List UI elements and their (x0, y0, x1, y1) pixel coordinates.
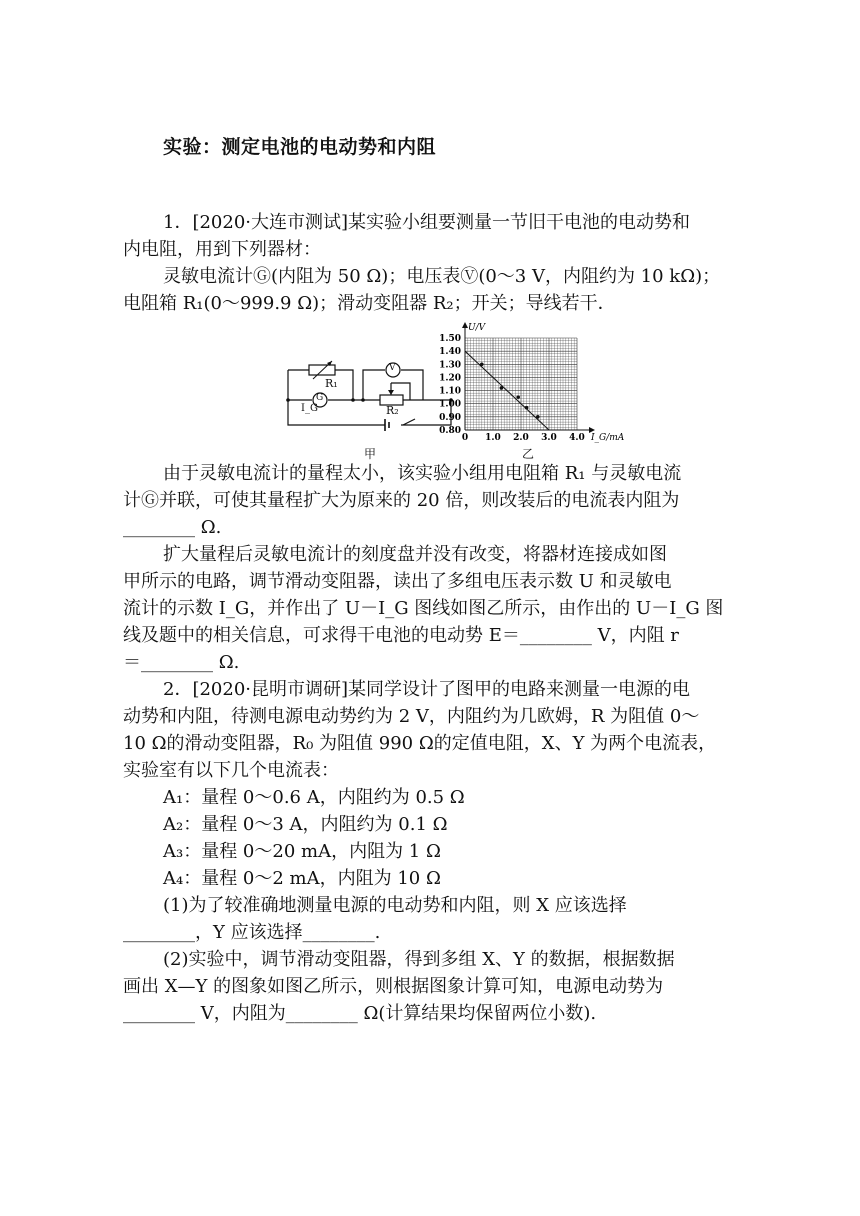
text-line: ________ V，内阻为________ Ω(计算结果均保留两位小数). (123, 1003, 597, 1024)
text-line: A₃：量程 0～20 mA，内阻为 1 Ω (163, 841, 441, 862)
u-i-chart (425, 318, 625, 448)
data-point (525, 406, 529, 410)
text-line: 扩大量程后灵敏电流计的刻度盘并没有改变，将器材连接成如图 (163, 544, 667, 565)
y-tick-label: 0.90 (439, 412, 461, 423)
text-line: 由于灵敏电流计的量程太小，该实验小组用电阻箱 R₁ 与灵敏电流 (163, 463, 682, 484)
page-title: 实验：测定电池的电动势和内阻 (163, 136, 437, 158)
data-point (516, 395, 520, 399)
text-line: 2．[2020·昆明市调研]某同学设计了图甲的电路来测量一电源的电 (163, 679, 691, 700)
data-point (536, 415, 540, 419)
text-line: 实验室有以下几个电流表： (123, 760, 339, 781)
voltmeter-label: V (389, 363, 396, 373)
x-tick-label: 4.0 (569, 433, 585, 443)
text-line: 10 Ω的滑动变阻器，R₀ 为阻值 990 Ω的定值电阻，X、Y 为两个电流表， (123, 733, 717, 754)
r1-label: R₁ (325, 377, 338, 390)
x-tick-label: 3.0 (541, 433, 557, 443)
y-tick-label: 1.20 (439, 373, 461, 384)
figure-caption-jia: 甲 (364, 447, 377, 461)
x-tick-label: 1.0 (485, 433, 501, 443)
x-tick-label: 0 (461, 433, 469, 443)
y-tick-label: 1.40 (439, 347, 461, 358)
galvanometer-label: G (316, 393, 324, 403)
text-line: 内电阻，用到下列器材： (123, 239, 321, 260)
text-line: 动势和内阻，待测电源电动势约为 2 V，内阻约为几欧姆，R 为阻值 0～ (123, 706, 700, 727)
text-line: 线及题中的相关信息，可求得干电池的电动势 E＝________ V，内阻 r (123, 625, 679, 646)
text-line: 流计的示数 I_G，并作出了 U－I_G 图线如图乙所示，由作出的 U－I_G 图 (123, 598, 724, 619)
text-line: 画出 X—Y 的图象如图乙所示，则根据图象计算可知，电源电动势为 (123, 976, 664, 997)
text-line: A₂：量程 0～3 A，内阻约为 0.1 Ω (163, 814, 448, 835)
text-line: ________，Y 应该选择________. (123, 922, 381, 943)
y-tick-label: 1.10 (439, 386, 461, 397)
figure-caption-yi: 乙 (522, 447, 535, 461)
y-tick-label: 0.80 (439, 426, 461, 436)
data-point (500, 386, 504, 390)
text-line: 1．[2020·大连市测试]某实验小组要测量一节旧干电池的电动势和 (163, 212, 691, 233)
text-line: ________ Ω. (123, 517, 222, 538)
x-axis-label: I_G/mA (591, 433, 625, 443)
y-tick-label: 1.30 (439, 360, 461, 371)
ig-label: I_G (301, 403, 318, 414)
text-line: A₁：量程 0～0.6 A，内阻约为 0.5 Ω (163, 787, 465, 808)
text-line: 灵敏电流计Ⓖ(内阻为 50 Ω)；电压表Ⓥ(0～3 V，内阻约为 10 kΩ)； (163, 266, 721, 287)
text-line: ＝________ Ω. (123, 652, 240, 673)
text-line: 计Ⓖ并联，可使其量程扩大为原来的 20 倍，则改装后的电流表内阻为 (123, 490, 680, 511)
text-line: 甲所示的电路，调节滑动变阻器，读出了多组电压表示数 U 和灵敏电 (123, 571, 672, 592)
y-tick-label: 1.50 (439, 334, 461, 344)
x-tick-label: 2.0 (513, 433, 529, 443)
text-line: 电阻箱 R₁(0～999.9 Ω)；滑动变阻器 R₂；开关；导线若干． (123, 293, 616, 314)
data-point (480, 362, 484, 366)
y-axis-label: U/V (468, 323, 486, 333)
r2-label: R₂ (386, 404, 399, 417)
text-line: (2)实验中，调节滑动变阻器，得到多组 X、Y 的数据，根据数据 (163, 949, 675, 970)
text-line: A₄：量程 0～2 mA，内阻为 10 Ω (163, 868, 441, 889)
y-tick-label: 1.00 (439, 399, 461, 410)
text-line: (1)为了较准确地测量电源的电动势和内阻，则 X 应该选择 (163, 895, 627, 916)
